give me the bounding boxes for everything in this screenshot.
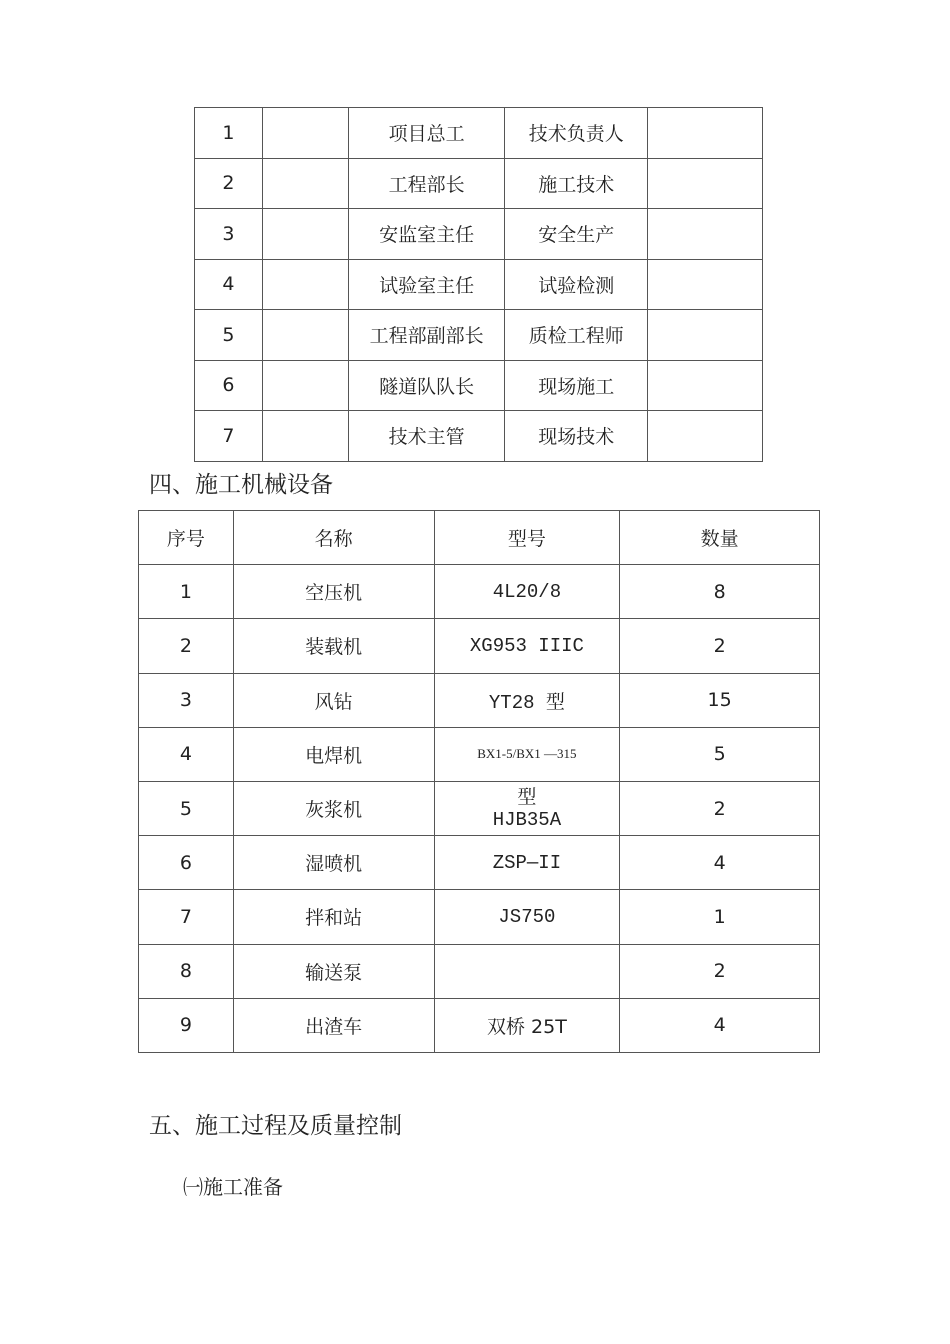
equip-name: 装载机 (233, 619, 434, 673)
equip-name: 输送泵 (233, 944, 434, 998)
staff-duty: 技术负责人 (505, 108, 648, 159)
equip-no: 4 (139, 727, 234, 781)
header-model: 型号 (434, 511, 620, 565)
staff-note (648, 310, 763, 361)
table-row (139, 619, 820, 673)
equip-qty: 1 (620, 890, 820, 944)
header-name: 名称 (233, 511, 434, 565)
staff-no: 2 (195, 158, 263, 209)
table-row (139, 944, 820, 998)
table-row (195, 259, 763, 310)
staff-note (648, 209, 763, 260)
staff-note (648, 360, 763, 411)
staff-note (648, 411, 763, 462)
equip-model: XG953 IIIC (434, 619, 620, 673)
staff-name (262, 411, 348, 462)
table-row (195, 411, 763, 462)
equip-model: 4L20/8 (434, 565, 620, 619)
table-row (139, 565, 820, 619)
equip-qty: 8 (620, 565, 820, 619)
equip-no: 1 (139, 565, 234, 619)
staff-note (648, 158, 763, 209)
equip-name: 空压机 (233, 565, 434, 619)
section-heading-machinery: 四、施工机械设备 (149, 472, 333, 498)
table-row (195, 158, 763, 209)
table-row (139, 998, 820, 1052)
table-row (139, 727, 820, 781)
staff-duty: 试验检测 (505, 259, 648, 310)
equip-name: 灰浆机 (233, 781, 434, 835)
staff-no: 5 (195, 310, 263, 361)
staff-position: 试验室主任 (348, 259, 505, 310)
equip-no: 3 (139, 673, 234, 727)
equip-no: 5 (139, 781, 234, 835)
staff-table (194, 107, 763, 462)
equip-no: 2 (139, 619, 234, 673)
table-header-row (139, 511, 820, 565)
staff-position: 工程部长 (348, 158, 505, 209)
staff-position: 安监室主任 (348, 209, 505, 260)
equip-qty: 2 (620, 781, 820, 835)
staff-name (262, 310, 348, 361)
staff-duty: 现场技术 (505, 411, 648, 462)
staff-name (262, 108, 348, 159)
staff-position: 工程部副部长 (348, 310, 505, 361)
subsection-heading-preparation: ㈠施工准备 (183, 1175, 283, 1199)
staff-note (648, 108, 763, 159)
section-heading-quality-control: 五、施工过程及质量控制 (149, 1113, 402, 1139)
equip-name: 拌和站 (233, 890, 434, 944)
staff-duty: 施工技术 (505, 158, 648, 209)
staff-no: 1 (195, 108, 263, 159)
table-row (195, 209, 763, 260)
equip-model-line: HJB35A (492, 808, 562, 831)
equip-qty: 2 (620, 944, 820, 998)
equip-name: 湿喷机 (233, 836, 434, 890)
staff-note (648, 259, 763, 310)
header-no: 序号 (139, 511, 234, 565)
equip-no: 6 (139, 836, 234, 890)
equipment-table (138, 510, 820, 1053)
table-row (195, 360, 763, 411)
table-row (139, 673, 820, 727)
staff-duty: 质检工程师 (505, 310, 648, 361)
staff-position: 技术主管 (348, 411, 505, 462)
equip-name: 出渣车 (233, 998, 434, 1052)
staff-name (262, 360, 348, 411)
table-row (195, 310, 763, 361)
equip-qty: 4 (620, 998, 820, 1052)
table-row (139, 836, 820, 890)
staff-duty: 安全生产 (505, 209, 648, 260)
equip-no: 8 (139, 944, 234, 998)
equip-model: 双桥 25T (434, 998, 620, 1052)
equip-qty: 5 (620, 727, 820, 781)
equip-model: YT28 型 (434, 673, 620, 727)
equip-model-line: 型 (517, 786, 537, 809)
staff-no: 6 (195, 360, 263, 411)
staff-position: 项目总工 (348, 108, 505, 159)
equip-model: ZSP—II (434, 836, 620, 890)
equip-qty: 4 (620, 836, 820, 890)
equip-no: 7 (139, 890, 234, 944)
staff-name (262, 209, 348, 260)
equip-model (434, 781, 620, 835)
equip-qty: 2 (620, 619, 820, 673)
staff-name (262, 158, 348, 209)
staff-no: 4 (195, 259, 263, 310)
table-row (139, 781, 820, 835)
table-row (139, 890, 820, 944)
equip-model: BX1-5/BX1 —315 (434, 727, 620, 781)
staff-name (262, 259, 348, 310)
staff-position: 隧道队队长 (348, 360, 505, 411)
equip-qty: 15 (620, 673, 820, 727)
header-qty: 数量 (620, 511, 820, 565)
staff-no: 3 (195, 209, 263, 260)
equip-model: JS750 (434, 890, 620, 944)
staff-no: 7 (195, 411, 263, 462)
equip-no: 9 (139, 998, 234, 1052)
table-row (195, 108, 763, 159)
equip-name: 电焊机 (233, 727, 434, 781)
equip-model (434, 944, 620, 998)
equip-name: 风钻 (233, 673, 434, 727)
staff-duty: 现场施工 (505, 360, 648, 411)
